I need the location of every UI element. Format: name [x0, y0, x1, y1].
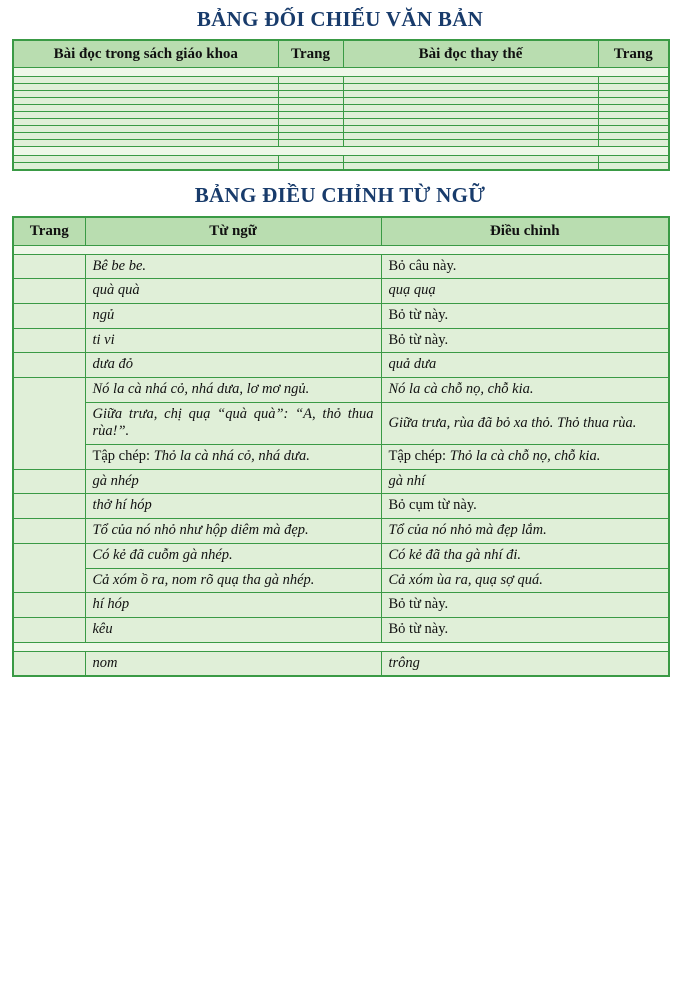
cell-replacement-page — [598, 84, 669, 91]
cell-page — [13, 378, 85, 470]
cell-adjustment: Bỏ cụm từ này. — [381, 494, 669, 519]
cell-page — [13, 651, 85, 676]
table-row — [13, 593, 669, 618]
cell-text: Thỏ la cà nhá cỏ, nhá dưa. — [153, 448, 310, 465]
cell-term: nom — [85, 651, 381, 676]
cell-replacement-text — [343, 105, 598, 112]
column-header-replacement-text: Bài đọc thay thế — [343, 40, 598, 68]
table-bang-doi-chieu-van-ban — [12, 39, 670, 171]
cell-page — [13, 593, 85, 618]
cell-term: ngủ — [85, 303, 381, 328]
cell-replacement-page — [598, 163, 669, 171]
column-header-replacement-page: Trang — [598, 40, 669, 68]
column-header-page: Trang — [13, 217, 85, 245]
cell-original-page — [278, 156, 343, 163]
cell-replacement-page — [598, 140, 669, 147]
cell-adjustment: Có kẻ đã tha gà nhí đi. — [381, 543, 669, 568]
table-row — [13, 303, 669, 328]
cell-original-text — [13, 156, 278, 163]
cell-adjustment: quạ quạ — [381, 279, 669, 304]
page-title-bang-dieu-chinh-tu-ngu: BẢNG ĐIỀU CHỈNH TỪ NGỮ — [194, 183, 486, 208]
table-row — [13, 328, 669, 353]
table-row — [13, 140, 669, 147]
cell-replacement-text — [343, 140, 598, 147]
cell-adjustment: Bỏ từ này. — [381, 303, 669, 328]
table-2-header — [13, 217, 669, 245]
table-row — [13, 617, 669, 642]
cell-original-page — [278, 119, 343, 126]
cell-original-page — [278, 126, 343, 133]
section-header-row — [13, 245, 669, 254]
cell-replacement-text — [343, 91, 598, 98]
cell-adjustment: quả dưa — [381, 353, 669, 378]
cell-adjustment — [381, 445, 669, 470]
cell-replacement-page — [598, 91, 669, 98]
column-header-term: Từ ngữ — [85, 217, 381, 245]
cell-original-text — [13, 140, 278, 147]
cell-replacement-page — [598, 133, 669, 140]
table-row — [13, 119, 669, 126]
cell-original-text — [13, 77, 278, 84]
cell-text: Thỏ la cà chỗ nọ, chỗ kia. — [449, 448, 601, 465]
cell-adjustment: Cả xóm ùa ra, quạ sợ quá. — [381, 568, 669, 593]
cell-replacement-page — [598, 126, 669, 133]
cell-replacement-text — [343, 77, 598, 84]
table-row — [13, 84, 669, 91]
table-row — [13, 469, 669, 494]
section-header-row — [13, 68, 669, 77]
cell-original-text — [13, 112, 278, 119]
cell-replacement-page — [598, 98, 669, 105]
table-row — [13, 133, 669, 140]
cell-replacement-text — [343, 84, 598, 91]
cell-prefix: Tập chép: — [92, 448, 154, 465]
cell-prefix: Tập chép: — [388, 448, 450, 465]
section-header-row — [13, 642, 669, 651]
cell-original-page — [278, 105, 343, 112]
table-2-header-row — [13, 217, 669, 245]
cell-term: dưa đỏ — [85, 353, 381, 378]
cell-term: Cả xóm ồ ra, nom rõ quạ tha gà nhép. — [85, 568, 381, 593]
table-row — [13, 254, 669, 279]
section-label — [13, 245, 669, 254]
cell-adjustment: Nó la cà chỗ nọ, chỗ kia. — [381, 378, 669, 403]
table-row — [13, 378, 669, 403]
cell-original-text — [13, 133, 278, 140]
cell-replacement-text — [343, 98, 598, 105]
table-row — [13, 494, 669, 519]
cell-replacement-page — [598, 119, 669, 126]
cell-term: Bê be be. — [85, 254, 381, 279]
table-row — [13, 402, 669, 444]
cell-original-text — [13, 119, 278, 126]
cell-page — [13, 328, 85, 353]
cell-original-page — [278, 140, 343, 147]
section-header-row — [13, 147, 669, 156]
table-row — [13, 445, 669, 470]
table-row — [13, 163, 669, 171]
table-row — [13, 568, 669, 593]
cell-replacement-page — [598, 105, 669, 112]
table-row — [13, 279, 669, 304]
cell-original-page — [278, 98, 343, 105]
cell-original-text — [13, 126, 278, 133]
cell-original-page — [278, 112, 343, 119]
table-row — [13, 156, 669, 163]
cell-page — [13, 279, 85, 304]
cell-term: Nó la cà nhá cỏ, nhá dưa, lơ mơ ngủ. — [85, 378, 381, 403]
cell-page — [13, 617, 85, 642]
cell-original-text — [13, 163, 278, 171]
cell-replacement-text — [343, 156, 598, 163]
cell-replacement-page — [598, 77, 669, 84]
cell-adjustment: Tổ của nó nhỏ mà đẹp lắm. — [381, 519, 669, 544]
column-header-adjustment: Điều chỉnh — [381, 217, 669, 245]
cell-original-page — [278, 77, 343, 84]
cell-term: thở hí hóp — [85, 494, 381, 519]
cell-term: Giữa trưa, chị quạ “quà quà”: “A, thỏ thua rùa!”. — [85, 402, 381, 444]
cell-replacement-page — [598, 156, 669, 163]
table-2-body — [13, 245, 669, 676]
table-row — [13, 112, 669, 119]
cell-adjustment: Bỏ từ này. — [381, 328, 669, 353]
table-bang-dieu-chinh-tu-ngu — [12, 216, 670, 677]
cell-term: ti vi — [85, 328, 381, 353]
table-row — [13, 98, 669, 105]
cell-adjustment: gà nhí — [381, 469, 669, 494]
section-label — [13, 642, 669, 651]
table-row — [13, 91, 669, 98]
cell-original-page — [278, 91, 343, 98]
cell-original-page — [278, 133, 343, 140]
cell-adjustment: trông — [381, 651, 669, 676]
table-row — [13, 353, 669, 378]
column-header-original-text: Bài đọc trong sách giáo khoa — [13, 40, 278, 68]
cell-replacement-text — [343, 119, 598, 126]
table-row — [13, 126, 669, 133]
cell-term — [85, 445, 381, 470]
cell-replacement-text — [343, 133, 598, 140]
cell-page — [13, 303, 85, 328]
cell-replacement-page — [598, 112, 669, 119]
cell-original-text — [13, 84, 278, 91]
cell-page — [13, 469, 85, 494]
cell-replacement-text — [343, 112, 598, 119]
cell-original-text — [13, 98, 278, 105]
cell-page — [13, 494, 85, 519]
cell-replacement-text — [343, 126, 598, 133]
page-title-bang-doi-chieu-van-ban: BẢNG ĐỐI CHIẾU VĂN BẢN — [196, 7, 484, 31]
cell-original-page — [278, 163, 343, 171]
cell-page — [13, 543, 85, 592]
table-row — [13, 651, 669, 676]
table-row — [13, 519, 669, 544]
cell-term: Có kẻ đã cuỗm gà nhép. — [85, 543, 381, 568]
cell-adjustment: Bỏ câu này. — [381, 254, 669, 279]
table-row — [13, 77, 669, 84]
cell-original-text — [13, 105, 278, 112]
cell-original-text — [13, 91, 278, 98]
cell-term: Tổ của nó nhỏ như hộp diêm mà đẹp. — [85, 519, 381, 544]
cell-replacement-text — [343, 163, 598, 171]
cell-term: kêu — [85, 617, 381, 642]
section-label — [13, 147, 669, 156]
cell-adjustment: Bỏ từ này. — [381, 593, 669, 618]
table-row — [13, 543, 669, 568]
cell-adjustment: Giữa trưa, rùa đã bỏ xa thỏ. Thỏ thua rùa. — [381, 402, 669, 444]
table-1-body — [13, 68, 669, 171]
cell-adjustment: Bỏ từ này. — [381, 617, 669, 642]
cell-term: quà quà — [85, 279, 381, 304]
cell-page — [13, 254, 85, 279]
column-header-original-page: Trang — [278, 40, 343, 68]
table-row — [13, 105, 669, 112]
cell-page — [13, 353, 85, 378]
cell-term: hí hóp — [85, 593, 381, 618]
table-1-header-row — [13, 40, 669, 68]
table-1-header — [13, 40, 669, 68]
section-label — [13, 68, 669, 77]
cell-page — [13, 519, 85, 544]
cell-term: gà nhép — [85, 469, 381, 494]
cell-original-page — [278, 84, 343, 91]
